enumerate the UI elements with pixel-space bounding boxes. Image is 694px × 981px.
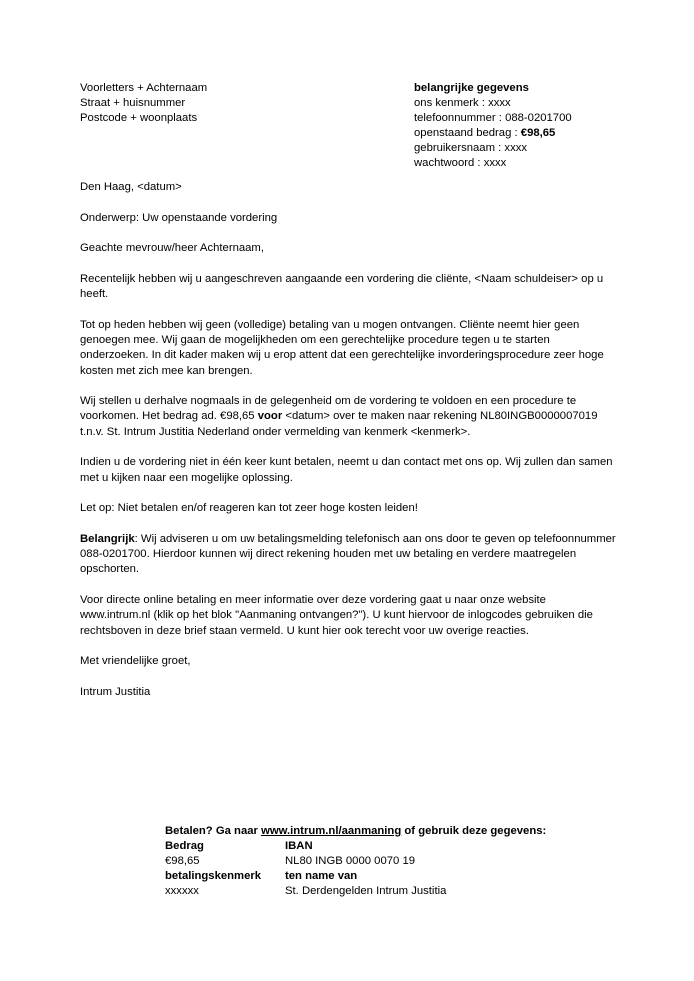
footer-value-iban: NL80 INGB 0000 0070 19 <box>285 855 416 867</box>
reference-value: xxxx <box>488 97 511 110</box>
reference-value: xxxx <box>504 142 528 155</box>
paragraph-installment-option: Indien u de vordering niet in één keer kunt betalen, neemt u dan contact met ons op. Wij zullen dan samen met u kijken naar een mogelijke oplossing. <box>80 456 613 484</box>
paragraph-warning: Let op: Niet betalen en/of reageren kan tot zeer hoge kosten leiden! <box>80 502 418 515</box>
reference-row-ons-kenmerk <box>414 96 654 111</box>
reference-label: openstaand bedrag : <box>414 127 521 140</box>
reference-label: telefoonnummer : <box>414 112 506 125</box>
footer-value-bedrag: €98,65 <box>165 855 200 867</box>
footer-title-prefix: Betalen? Ga naar <box>165 825 262 837</box>
letter-body <box>80 180 617 715</box>
closing-salutation: Met vriendelijke groet, <box>80 655 191 668</box>
footer-label-iban: IBAN <box>285 840 313 852</box>
footer-label-ten-name-van: ten name van <box>285 870 358 882</box>
important-label: Belangrijk <box>80 532 135 545</box>
footer-label-bedrag: Bedrag <box>165 840 204 852</box>
subject-line: Onderwerp: Uw openstaande vordering <box>80 211 278 224</box>
recipient-address-block <box>80 81 414 126</box>
paragraph-payment-instruction <box>80 394 617 440</box>
reference-value: 088-0201700 <box>505 112 572 125</box>
footer-value-betalingskenmerk: xxxxxx <box>165 885 199 897</box>
footer-label-betalingskenmerk: betalingskenmerk <box>165 870 262 882</box>
footer-value-ten-name-van: St. Derdengelden Intrum Justitia <box>285 885 447 897</box>
payment-website-link[interactable]: www.intrum.nl/aanmaning <box>261 825 402 837</box>
signature-company: Intrum Justitia <box>80 685 151 698</box>
payment-details-footer <box>165 824 585 899</box>
reference-value: xxxx <box>483 157 507 170</box>
reference-row-wachtwoord <box>414 156 654 171</box>
paragraph-no-payment-received: Tot op heden hebben wij geen (volledige) betaling van u mogen ontvangen. Cliënte neemt hier geen genoegen mee. Wij gaan de mogelijkheden om een gerechtelijke procedure tegen u te starten onderzoeken. In dit kader maken wij u erop attent dat een gerechtelijke invorderingsprocedure zeer hoge kosten met zich mee kan brengen. <box>80 318 604 377</box>
letter-header <box>80 81 654 172</box>
reference-row-gebruikersnaam <box>414 141 654 156</box>
reference-block-title: belangrijke gegevens <box>414 82 529 94</box>
reference-value-amount: €98,65 <box>520 127 556 140</box>
payment-deadline-emphasis: voor <box>257 410 283 423</box>
reference-label: wachtwoord : <box>414 157 484 170</box>
address-line: Straat + huisnummer <box>80 97 186 110</box>
address-line: Postcode + woonplaats <box>80 112 198 125</box>
important-notice-text: : Wij adviseren u om uw betalingsmelding telefonisch aan ons door te geven op telefoonnummer 088-0201700. Hierdoor kunnen wij direct rekening houden met uw betaling en verdere maatregelen opschorten. <box>80 532 616 576</box>
footer-title-suffix: of gebruik deze gegevens: <box>401 825 547 837</box>
payment-instruction-part-2: <datum> over te maken naar rekening NL80INGB0000007019 t.n.v. St. Intrum Justitia Nederland onder vermelding van kenmerk <kenmerk>. <box>80 410 598 438</box>
reference-row-telefoonnummer <box>414 111 654 126</box>
reference-label: gebruikersnaam : <box>414 142 505 155</box>
salutation: Geachte mevrouw/heer Achternaam, <box>80 242 264 255</box>
reference-details-block <box>414 81 654 172</box>
reference-row-openstaand-bedrag <box>414 126 654 141</box>
dateline: Den Haag, <datum> <box>80 181 182 193</box>
reference-label: ons kenmerk : <box>414 97 489 110</box>
paragraph-online-payment: Voor directe online betaling en meer informatie over deze vordering gaat u naar onze website www.intrum.nl (klik op het blok "Aanmaning ontvangen?"). U kunt hiervoor de inlogcodes gebruiken die rechtsboven in deze brief staan vermeld. U kunt hier ook terecht voor uw overige reacties. <box>80 594 593 637</box>
payment-details-grid <box>165 839 585 899</box>
paragraph-important-notice <box>80 532 617 578</box>
address-line: Voorletters + Achternaam <box>80 82 208 94</box>
footer-payment-title <box>165 824 585 839</box>
payment-instruction-part-1: Wij stellen u derhalve nogmaals in de gelegenheid om de vordering te voldoen en een procedure te voorkomen. Het bedrag ad. €98,65 <box>80 395 577 423</box>
paragraph-intro: Recentelijk hebben wij u aangeschreven aangaande een vordering die cliënte, <Naam schuldeiser> op u heeft. <box>80 272 604 301</box>
